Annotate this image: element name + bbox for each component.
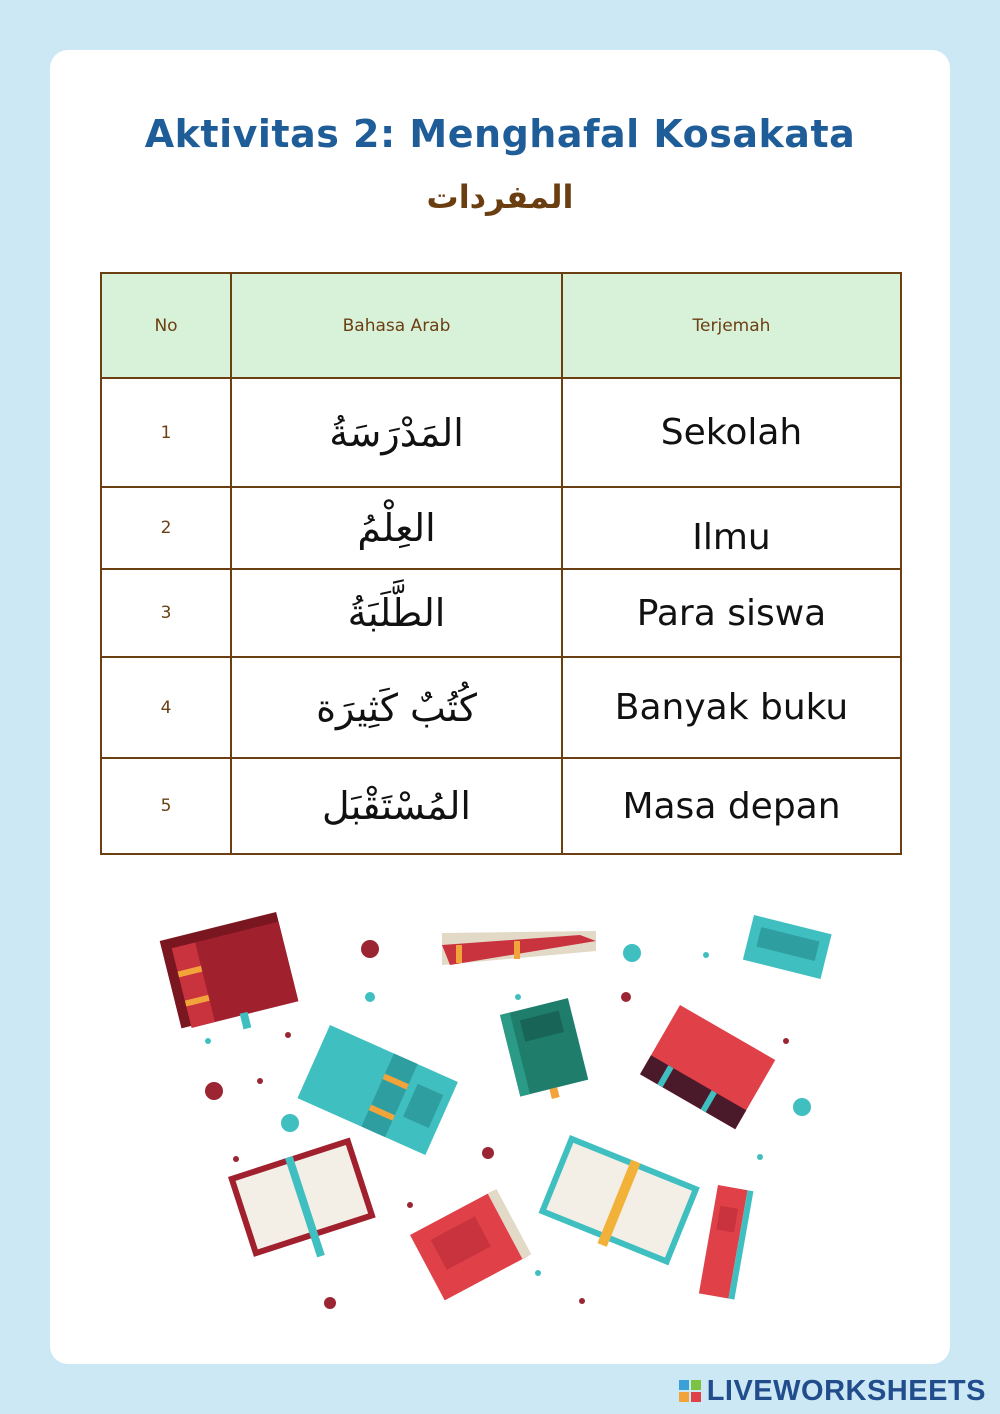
book-teal-open xyxy=(297,1025,457,1155)
arabic-word: كُتُبٌ كَثِيرَة xyxy=(231,657,562,758)
books-illustration-icon xyxy=(150,905,870,1345)
book-red-lying xyxy=(442,931,596,965)
arabic-word: العِلْمُ xyxy=(231,487,562,569)
arabic-word: المَدْرَسَةُ xyxy=(231,378,562,487)
table-header-row xyxy=(101,273,901,378)
row-number: 3 xyxy=(101,569,231,657)
book-dark-red xyxy=(160,912,302,1044)
book-red-tilted xyxy=(640,1005,775,1129)
arabic-word: الطَّلَبَةُ xyxy=(231,569,562,657)
vocabulary-table xyxy=(100,272,902,855)
translation-word: Masa depan xyxy=(562,758,901,854)
row-number: 1 xyxy=(101,378,231,487)
book-red-bottom xyxy=(410,1189,531,1300)
translation-word: Sekolah xyxy=(562,378,901,487)
book-open-ribbon xyxy=(536,1135,700,1271)
table-row xyxy=(101,487,901,569)
liveworksheets-logo[interactable] xyxy=(679,1374,986,1408)
table-row xyxy=(101,758,901,854)
live-logo-icon xyxy=(679,1380,701,1402)
book-open-white xyxy=(228,1137,382,1275)
column-header-arabic: Bahasa Arab xyxy=(231,273,562,378)
translation-word: Para siswa xyxy=(562,569,901,657)
table-row xyxy=(101,378,901,487)
row-number: 2 xyxy=(101,487,231,569)
table-row xyxy=(101,569,901,657)
page-title: Aktivitas 2: Menghafal Kosakata xyxy=(144,112,856,156)
row-number: 5 xyxy=(101,758,231,854)
table-row xyxy=(101,657,901,758)
logo-text: LIVEWORKSHEETS xyxy=(706,1374,986,1407)
column-header-no: No xyxy=(101,273,231,378)
book-red-upright xyxy=(699,1185,754,1300)
page-subtitle-arabic: المفردات xyxy=(426,178,574,216)
row-number: 4 xyxy=(101,657,231,758)
arabic-word: المُسْتَقْبَل xyxy=(231,758,562,854)
book-teal-corner xyxy=(743,915,832,979)
column-header-translation: Terjemah xyxy=(562,273,901,378)
translation-word: Banyak buku xyxy=(562,657,901,758)
translation-word: Ilmu xyxy=(562,487,901,569)
book-green-small xyxy=(500,998,591,1106)
